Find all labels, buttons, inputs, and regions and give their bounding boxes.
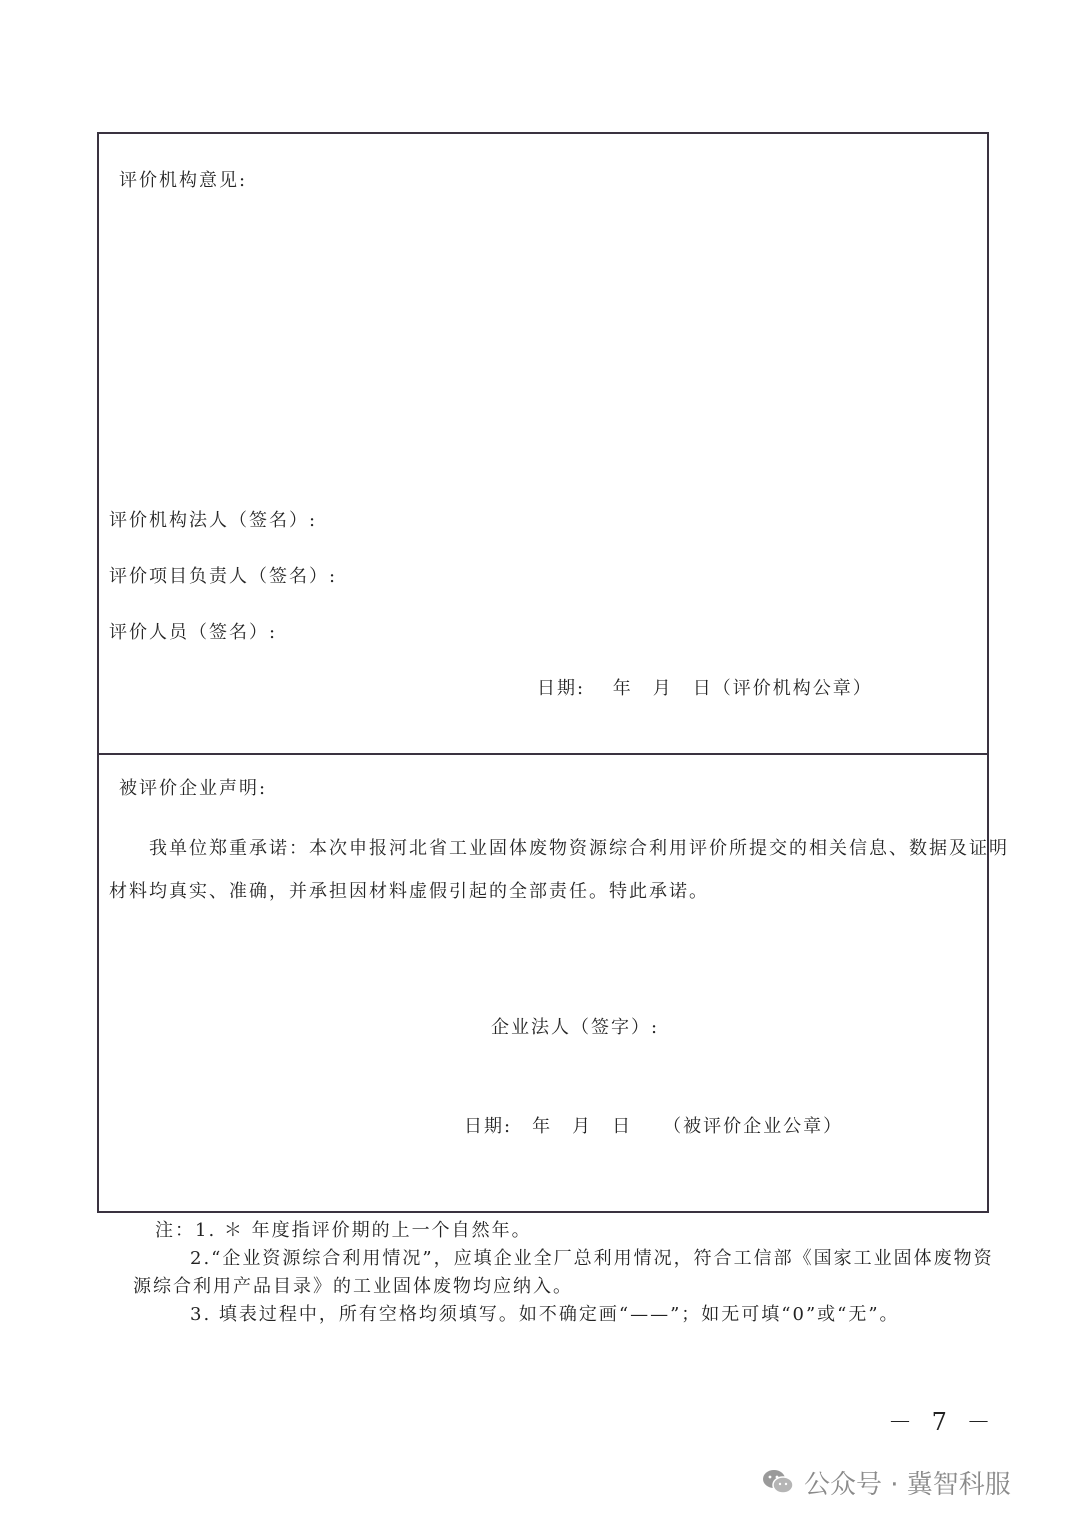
section-divider	[99, 753, 987, 755]
page-number: － 7 －	[888, 1408, 997, 1436]
evaluator-signature: 评价人员（签名）:	[109, 622, 278, 643]
note-2-line1: 2.“企业资源综合利用情况”，应填企业全厂总利用情况，符合工信部《国家工业固体废物资	[190, 1248, 994, 1269]
declaration-text-line2: 材料均真实、准确，并承担因材料虚假引起的全部责任。特此承诺。	[109, 881, 709, 902]
evaluation-form-table	[97, 132, 1009, 1213]
enterprise-legal-person-signature: 企业法人（签字）:	[491, 1017, 660, 1038]
evaluation-opinion-heading: 评价机构意见:	[119, 170, 248, 191]
watermark-text: 公众号 · 冀智科服	[804, 1469, 1011, 1500]
enterprise-date-line: 日期: 年 月 日 （被评价企业公章）	[464, 1116, 844, 1137]
wechat-icon	[762, 1468, 794, 1496]
note-1: 注：1. ＊ 年度指评价期的上一个自然年。	[155, 1220, 532, 1241]
declaration-text-line1: 我单位郑重承诺：本次申报河北省工业固体废物资源综合利用评价所提交的相关信息、数据及证明	[149, 838, 1009, 859]
institution-date-line: 日期: 年 月 日（评价机构公章）	[537, 678, 873, 699]
enterprise-declaration-heading: 被评价企业声明:	[119, 778, 268, 799]
institution-legal-person-signature: 评价机构法人（签名）:	[109, 510, 318, 531]
project-lead-signature: 评价项目负责人（签名）:	[109, 566, 338, 587]
note-3: 3. 填表过程中，所有空格均须填写。如不确定画“——”；如无可填“0”或“无”。	[190, 1304, 900, 1325]
watermark	[762, 1460, 1011, 1504]
note-2-line2: 源综合利用产品目录》的工业固体废物均应纳入。	[133, 1276, 573, 1297]
